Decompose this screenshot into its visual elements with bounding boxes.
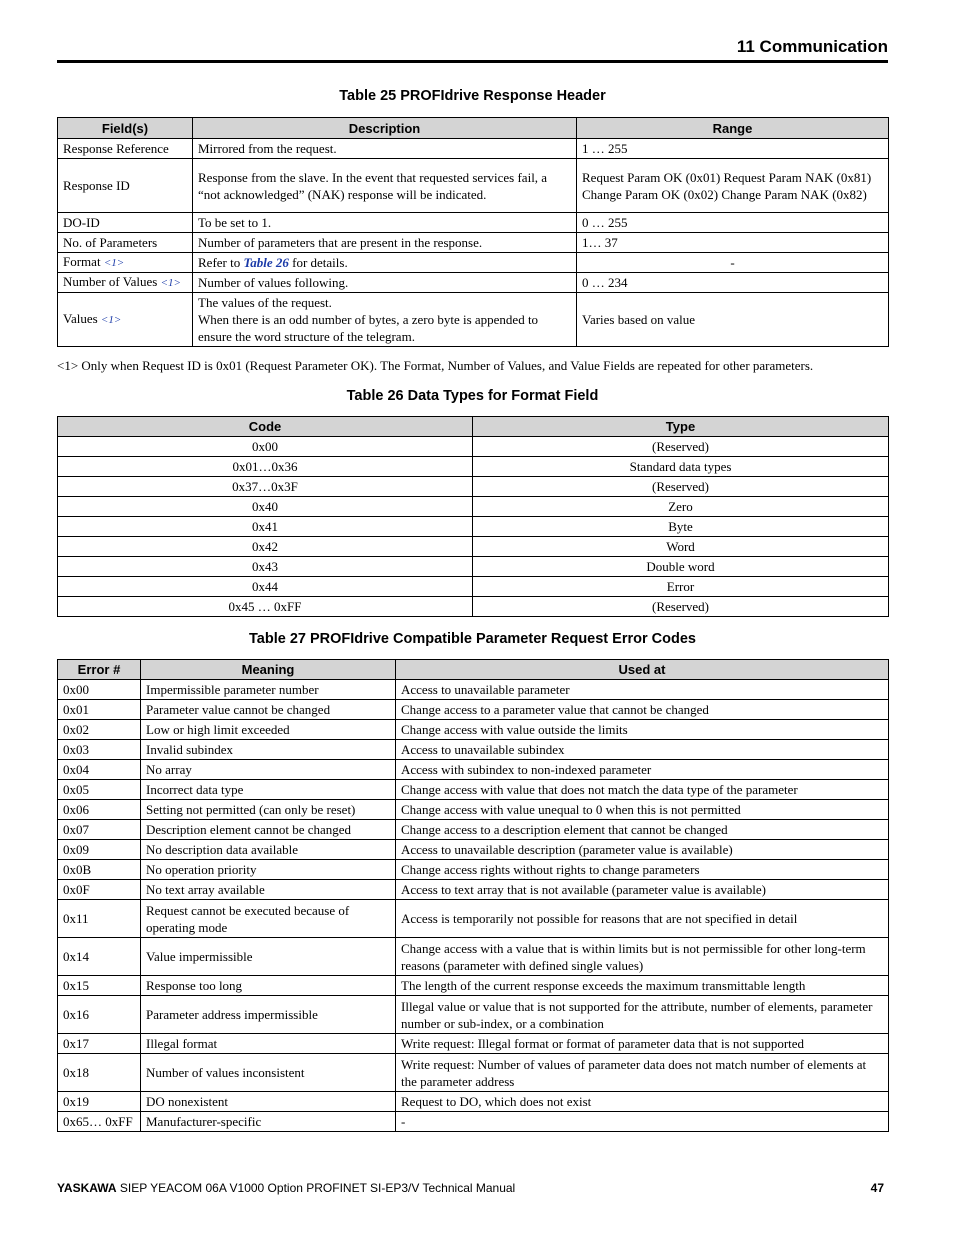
- footer-manual-title: SIEP YEACOM 06A V1000 Option PROFINET SI-EP3/V Technical Manual: [116, 1181, 516, 1195]
- meaning-cell: DO nonexistent: [141, 1092, 396, 1112]
- used-at-cell: Access is temporarily not possible for reasons that are not specified in detail: [396, 900, 889, 938]
- meaning-cell: Request cannot be executed because of operating mode: [141, 900, 396, 938]
- error-code-cell: 0x14: [58, 938, 141, 976]
- header-rule: [57, 60, 888, 63]
- meaning-cell: No text array available: [141, 880, 396, 900]
- range-cell: 0 … 234: [577, 273, 889, 293]
- error-code-cell: 0x0B: [58, 860, 141, 880]
- table27-header-meaning: Meaning: [141, 660, 396, 680]
- meaning-cell: Setting not permitted (can only be reset): [141, 800, 396, 820]
- table25-header-field: Field(s): [58, 118, 193, 139]
- table-row: [58, 457, 889, 477]
- error-code-cell: 0x07: [58, 820, 141, 840]
- table-row: [58, 800, 889, 820]
- table25-header-range: Range: [577, 118, 889, 139]
- code-cell: 0x44: [58, 577, 473, 597]
- description-cell: [193, 273, 577, 293]
- meaning-cell: Value impermissible: [141, 938, 396, 976]
- error-code-cell: 0x05: [58, 780, 141, 800]
- code-cell: 0x43: [58, 557, 473, 577]
- table-row: [58, 820, 889, 840]
- description-cell: [193, 253, 577, 273]
- footnote-ref: <1>: [160, 277, 181, 289]
- used-at-cell: Access to unavailable parameter: [396, 680, 889, 700]
- type-cell: (Reserved): [473, 597, 889, 617]
- type-cell: Byte: [473, 517, 889, 537]
- error-code-cell: 0x65… 0xFF: [58, 1112, 141, 1132]
- field-cell: [58, 233, 193, 253]
- range-cell: 0 … 255: [577, 213, 889, 233]
- table-row: [58, 597, 889, 617]
- table-row: [58, 477, 889, 497]
- used-at-cell: -: [396, 1112, 889, 1132]
- used-at-cell: Change access to a description element that cannot be changed: [396, 820, 889, 840]
- meaning-cell: Incorrect data type: [141, 780, 396, 800]
- used-at-cell: Access to unavailable description (parameter value is available): [396, 840, 889, 860]
- table-row: [58, 860, 889, 880]
- description-line: The values of the request.: [198, 295, 332, 310]
- error-code-cell: 0x18: [58, 1054, 141, 1092]
- table-row: [58, 900, 889, 938]
- description-line: When there is an odd number of bytes, a zero byte is appended to ensure the word structure of the telegram.: [198, 312, 539, 344]
- meaning-cell: Response too long: [141, 976, 396, 996]
- meaning-cell: Invalid subindex: [141, 740, 396, 760]
- table-row: [58, 976, 889, 996]
- range-cell: -: [577, 253, 889, 273]
- field-cell: [58, 159, 193, 213]
- table-row: [58, 273, 889, 293]
- table-row: [58, 996, 889, 1034]
- table26-data-types: [57, 416, 889, 617]
- table-row: [58, 537, 889, 557]
- error-code-cell: 0x0F: [58, 880, 141, 900]
- table-row: [58, 233, 889, 253]
- field-cell: [58, 273, 193, 293]
- used-at-cell: Change access to a parameter value that cannot be changed: [396, 700, 889, 720]
- used-at-cell: Access to unavailable subindex: [396, 740, 889, 760]
- code-cell: 0x42: [58, 537, 473, 557]
- page-number: 47: [870, 1181, 884, 1195]
- type-cell: Zero: [473, 497, 889, 517]
- description-cell: [193, 293, 577, 347]
- table27-header-error: Error #: [58, 660, 141, 680]
- meaning-cell: Description element cannot be changed: [141, 820, 396, 840]
- used-at-cell: Illegal value or value that is not supported for the attribute, number of elements, parameter number or sub-index, or a combination: [396, 996, 889, 1034]
- code-cell: 0x41: [58, 517, 473, 537]
- table-row: [58, 1054, 889, 1092]
- used-at-cell: Change access with value unequal to 0 when this is not permitted: [396, 800, 889, 820]
- error-code-cell: 0x17: [58, 1034, 141, 1054]
- error-code-cell: 0x03: [58, 740, 141, 760]
- table26-header-type: Type: [473, 417, 889, 437]
- meaning-cell: Manufacturer-specific: [141, 1112, 396, 1132]
- type-cell: Standard data types: [473, 457, 889, 477]
- field-name: Response ID: [63, 178, 130, 193]
- table-row: [58, 253, 889, 273]
- field-name: Number of Values: [63, 274, 158, 289]
- table-row: [58, 720, 889, 740]
- range-cell: Varies based on value: [577, 293, 889, 347]
- range-cell: 1… 37: [577, 233, 889, 253]
- table27-header-used-at: Used at: [396, 660, 889, 680]
- field-cell: [58, 213, 193, 233]
- table-row: [58, 213, 889, 233]
- description-line: Mirrored from the request.: [198, 141, 337, 156]
- table-row: [58, 557, 889, 577]
- meaning-cell: No operation priority: [141, 860, 396, 880]
- table-row: [58, 780, 889, 800]
- error-code-cell: 0x06: [58, 800, 141, 820]
- meaning-cell: Parameter value cannot be changed: [141, 700, 396, 720]
- table-row: [58, 760, 889, 780]
- table-row: [58, 497, 889, 517]
- used-at-cell: Change access with a value that is within limits but is not permissible for other long-term reasons (parameter with defined single values): [396, 938, 889, 976]
- used-at-cell: Access to text array that is not available (parameter value is available): [396, 880, 889, 900]
- used-at-cell: Access with subindex to non-indexed parameter: [396, 760, 889, 780]
- table-link[interactable]: Table 26: [243, 255, 289, 270]
- description-cell: [193, 213, 577, 233]
- table-row: [58, 840, 889, 860]
- table27-caption: Table 27 PROFIdrive Compatible Parameter Request Error Codes: [249, 631, 696, 647]
- used-at-cell: Request to DO, which does not exist: [396, 1092, 889, 1112]
- description-text: Refer to: [198, 255, 244, 270]
- table-row: [58, 577, 889, 597]
- table25-footnote: <1> Only when Request ID is 0x01 (Request Parameter OK). The Format, Number of Values, and Value Fields are repeated for other parameters.: [57, 358, 814, 373]
- error-code-cell: 0x11: [58, 900, 141, 938]
- description-text: for details.: [288, 255, 348, 270]
- table-row: [58, 1034, 889, 1054]
- type-cell: Error: [473, 577, 889, 597]
- code-cell: 0x45 … 0xFF: [58, 597, 473, 617]
- table-row: [58, 159, 889, 213]
- used-at-cell: Change access with value that does not match the data type of the parameter: [396, 780, 889, 800]
- footnote-ref: <1>: [100, 314, 122, 326]
- error-code-cell: 0x01: [58, 700, 141, 720]
- description-cell: [193, 233, 577, 253]
- field-cell: [58, 293, 193, 347]
- table-row: [58, 740, 889, 760]
- table-row: [58, 1092, 889, 1112]
- used-at-cell: Change access with value outside the limits: [396, 720, 889, 740]
- description-line: To be set to 1.: [198, 215, 272, 230]
- type-cell: Word: [473, 537, 889, 557]
- range-cell: 1 … 255: [577, 139, 889, 159]
- error-code-cell: 0x16: [58, 996, 141, 1034]
- table-row: [58, 880, 889, 900]
- table-row: [58, 139, 889, 159]
- table-row: [58, 1112, 889, 1132]
- table25-response-header: [57, 117, 889, 347]
- description-cell: [193, 139, 577, 159]
- code-cell: 0x37…0x3F: [58, 477, 473, 497]
- table26-header-code: Code: [58, 417, 473, 437]
- table-row: [58, 700, 889, 720]
- description-cell: [193, 159, 577, 213]
- table-row: [58, 517, 889, 537]
- field-name: Format: [63, 254, 101, 269]
- error-code-cell: 0x19: [58, 1092, 141, 1112]
- footer-text: [57, 1181, 515, 1195]
- field-name: Response Reference: [63, 141, 169, 156]
- meaning-cell: Impermissible parameter number: [141, 680, 396, 700]
- field-name: DO-ID: [63, 215, 100, 230]
- table-row: [58, 680, 889, 700]
- footnote-ref: <1>: [103, 257, 125, 269]
- error-code-cell: 0x09: [58, 840, 141, 860]
- range-cell: Request Param OK (0x01) Request Param NAK (0x81) Change Param OK (0x02) Change Param NAK (0x82): [577, 159, 889, 213]
- type-cell: (Reserved): [473, 437, 889, 457]
- table25-header-description: Description: [193, 118, 577, 139]
- table-row: [58, 293, 889, 347]
- field-name: No. of Parameters: [63, 235, 158, 250]
- code-cell: 0x00: [58, 437, 473, 457]
- used-at-cell: Write request: Number of values of parameter data does not match number of elements at the parameter address: [396, 1054, 889, 1092]
- table26-caption: Table 26 Data Types for Format Field: [346, 388, 599, 404]
- used-at-cell: The length of the current response exceeds the maximum transmittable length: [396, 976, 889, 996]
- used-at-cell: Change access rights without rights to change parameters: [396, 860, 889, 880]
- description-line: Response from the slave. In the event that requested services fail, a “not acknowledged” (NAK) response will be indicated.: [198, 169, 548, 202]
- code-cell: 0x01…0x36: [58, 457, 473, 477]
- error-code-cell: 0x02: [58, 720, 141, 740]
- chapter-heading: 11 Communication: [736, 37, 888, 56]
- description-line: Number of values following.: [198, 275, 349, 290]
- field-cell: [58, 139, 193, 159]
- used-at-cell: Write request: Illegal format or format of parameter data that is not supported: [396, 1034, 889, 1054]
- meaning-cell: No description data available: [141, 840, 396, 860]
- meaning-cell: Parameter address impermissible: [141, 996, 396, 1034]
- error-code-cell: 0x04: [58, 760, 141, 780]
- meaning-cell: No array: [141, 760, 396, 780]
- table-row: [58, 938, 889, 976]
- error-code-cell: 0x15: [58, 976, 141, 996]
- table-row: [58, 437, 889, 457]
- code-cell: 0x40: [58, 497, 473, 517]
- type-cell: Double word: [473, 557, 889, 577]
- table27-error-codes: [57, 659, 889, 1132]
- type-cell: (Reserved): [473, 477, 889, 497]
- field-cell: [58, 253, 193, 273]
- description-line: Number of parameters that are present in the response.: [198, 235, 483, 250]
- footer-brand: YASKAWA: [57, 1181, 117, 1195]
- table25-caption: Table 25 PROFIdrive Response Header: [339, 88, 606, 104]
- error-code-cell: 0x00: [58, 680, 141, 700]
- meaning-cell: Illegal format: [141, 1034, 396, 1054]
- meaning-cell: Number of values inconsistent: [141, 1054, 396, 1092]
- field-name: Values: [63, 311, 98, 326]
- meaning-cell: Low or high limit exceeded: [141, 720, 396, 740]
